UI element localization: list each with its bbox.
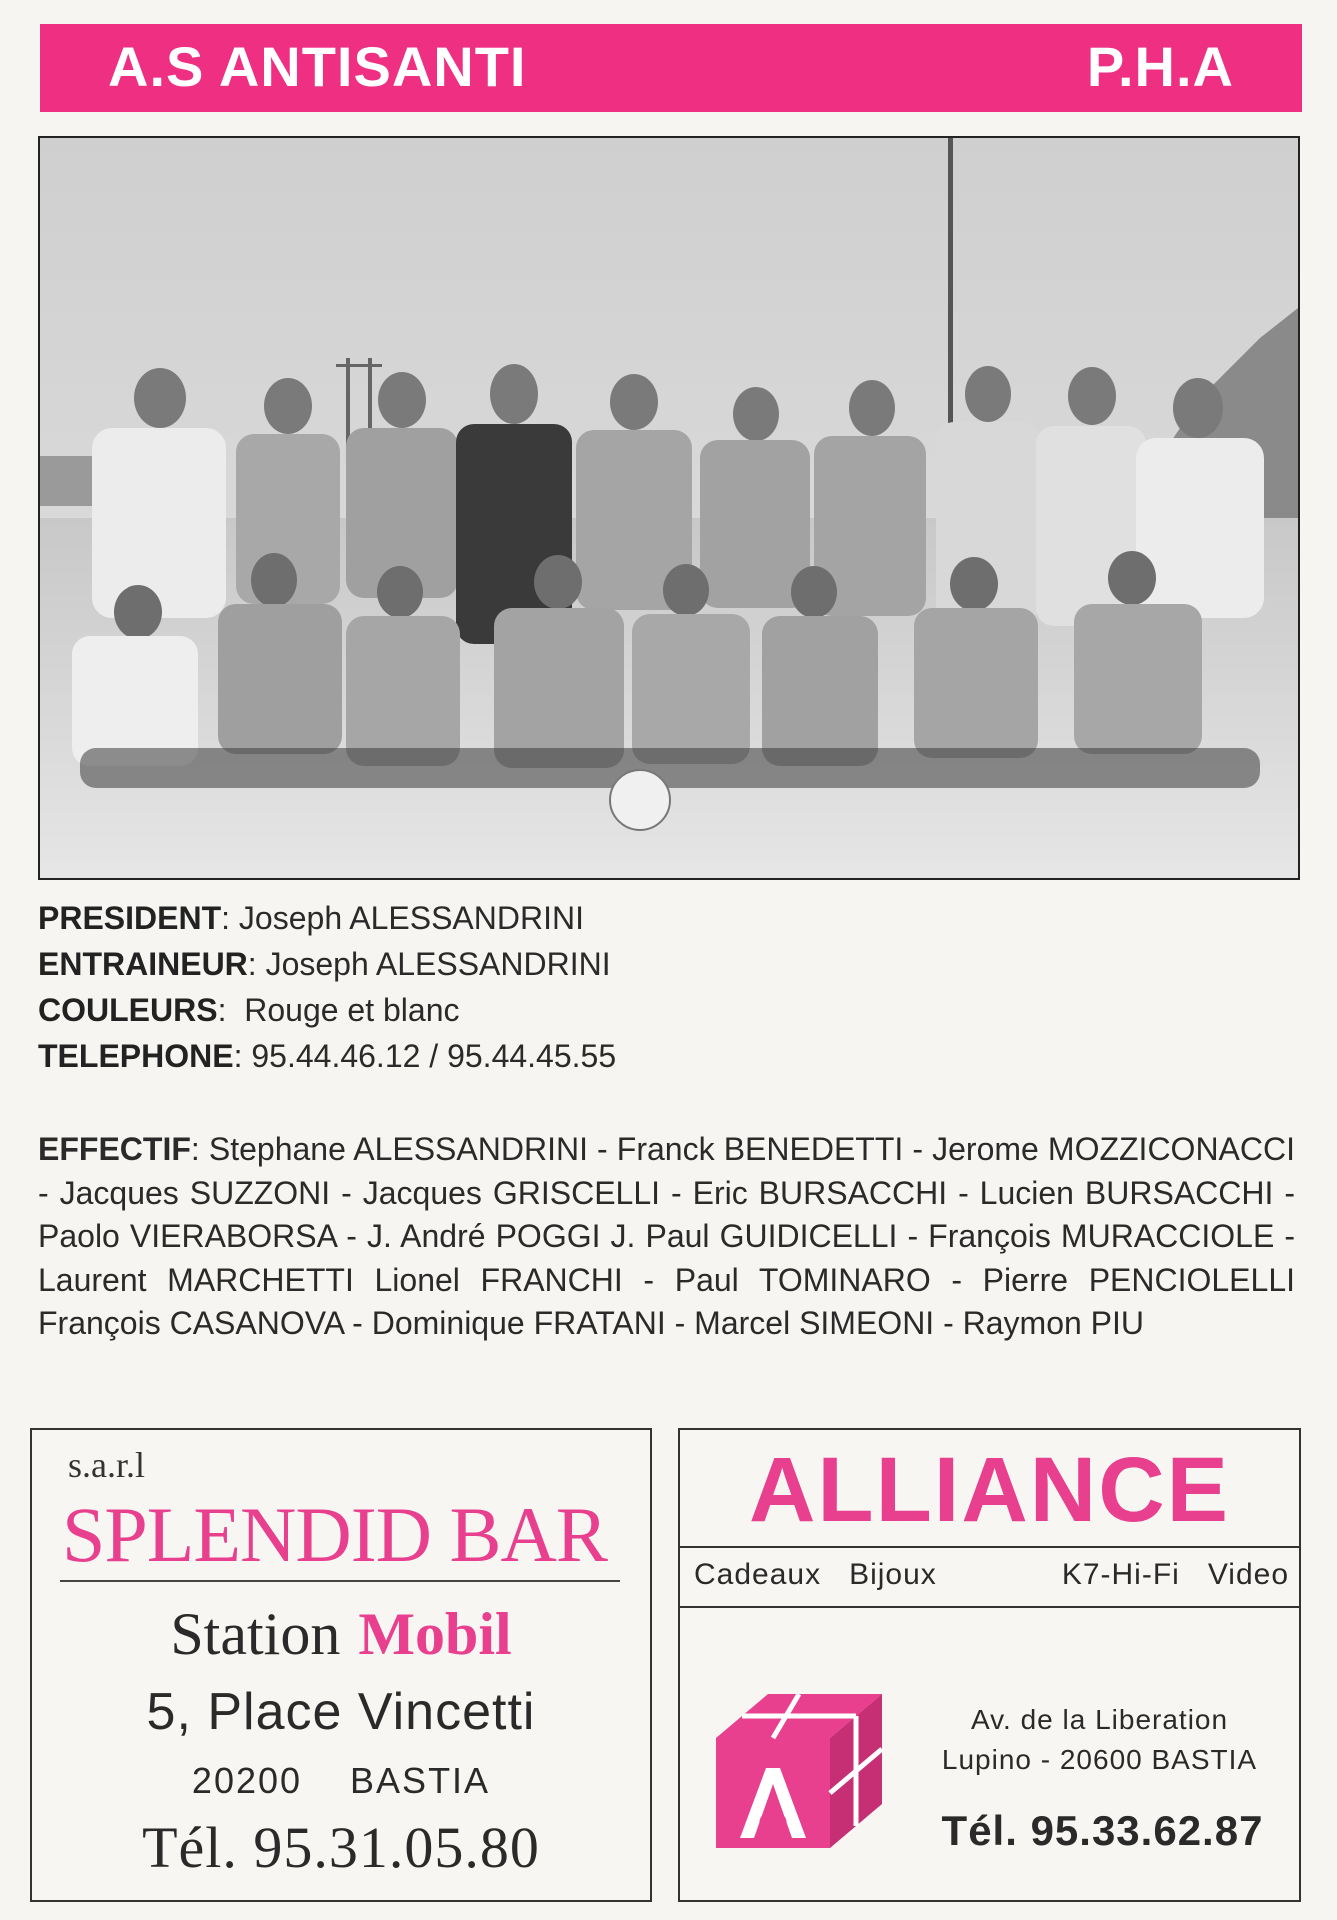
- ad-city: BASTIA: [350, 1760, 491, 1801]
- phone-label: TELEPHONE: [38, 1038, 234, 1074]
- club-name: A.S ANTISANTI: [108, 35, 527, 98]
- product-item: Bijoux: [849, 1558, 937, 1591]
- president-value: Joseph ALESSANDRINI: [238, 900, 584, 936]
- ad-alliance: [678, 1428, 1301, 1902]
- team-photo: [38, 136, 1300, 880]
- roster-label: EFFECTIF: [38, 1131, 191, 1167]
- ad-city-line: [32, 1760, 650, 1802]
- ad-station: [32, 1600, 650, 1669]
- page-header: [40, 24, 1302, 112]
- info-row-coach: ENTRAINEUR: Joseph ALESSANDRINI: [38, 946, 611, 982]
- product-item: Video: [1207, 1558, 1289, 1591]
- ad-address: [900, 1700, 1299, 1780]
- ad-splendid-bar: [30, 1428, 652, 1902]
- divider: [680, 1606, 1299, 1608]
- divider: [680, 1546, 1299, 1548]
- info-row-colors: COULEURS: Rouge et blanc: [38, 992, 460, 1028]
- alliance-cube-logo: [706, 1686, 890, 1861]
- club-info: [38, 895, 1303, 1079]
- ad-address-line1: Av. de la Liberation: [970, 1704, 1229, 1735]
- colors-label: COULEURS: [38, 992, 218, 1028]
- coach-label: ENTRAINEUR: [38, 946, 248, 982]
- info-row-phone: TELEPHONE: 95.44.46.12 / 95.44.45.55: [38, 1038, 617, 1074]
- product-item: K7-Hi-Fi: [1061, 1558, 1180, 1591]
- president-label: PRESIDENT: [38, 900, 222, 936]
- info-row-president: PRESIDENT: Joseph ALESSANDRINI: [38, 900, 584, 936]
- station-brand: Mobil: [358, 1601, 512, 1667]
- ad-address: 5, Place Vincetti: [146, 1683, 536, 1741]
- roster: EFFECTIF: Stephane ALESSANDRINI - Franck BENEDETTI - Jerome MOZZICONACCI - Jacques SUZZONI - Jacques GRISCELLI - Eric BURSACCHI - Lucien BURSACCHI -Paolo VIERABORSA - J. André POGGI J. Paul GUIDICELLI - François MURACCIOLE - Laurent MARCHETTI Lionel FRANCHI - Paul TOMINARO - Pierre PENCIOLELLI François CASANOVA - Dominique FRATANI - Marcel SIMEONI - Raymon PIU: [38, 1131, 1296, 1341]
- ad-company-type: s.a.r.l: [68, 1445, 145, 1485]
- divider: [60, 1580, 620, 1582]
- product-item: Cadeaux: [694, 1558, 822, 1591]
- station-label: Station: [170, 1601, 341, 1667]
- ad-business-name: ALLIANCE: [748, 1439, 1231, 1541]
- ad-address-line2: Lupino - 20600 BASTIA: [941, 1744, 1258, 1775]
- roster-text: Stephane ALESSANDRINI - Franck BENEDETTI - Jerome MOZZICONACCI - Jacques SUZZONI - Jacques GRISCELLI - Eric BURSACCHI - Lucien BURSACCHI -Paolo VIERABORSA - J. André POGGI J. Paul GUIDICELLI - François MURACCIOLE - Laurent MARCHETTI Lionel FRANCHI - Paul TOMINARO - Pierre PENCIOLELLI François CASANOVA - Dominique FRATANI - Marcel SIMEONI - Raymon PIU: [38, 1131, 1296, 1341]
- ad-postcode: 20200: [191, 1760, 303, 1801]
- ad-phone: Tél. 95.31.05.80: [142, 1815, 540, 1880]
- league-name: P.H.A: [1086, 35, 1234, 98]
- ad-phone: Tél. 95.33.62.87: [941, 1807, 1264, 1854]
- colors-value: Rouge et blanc: [244, 992, 460, 1028]
- coach-value: Joseph ALESSANDRINI: [265, 946, 611, 982]
- phone-value: 95.44.46.12 / 95.44.45.55: [251, 1038, 617, 1074]
- ad-business-name: SPLENDID BAR: [62, 1491, 607, 1578]
